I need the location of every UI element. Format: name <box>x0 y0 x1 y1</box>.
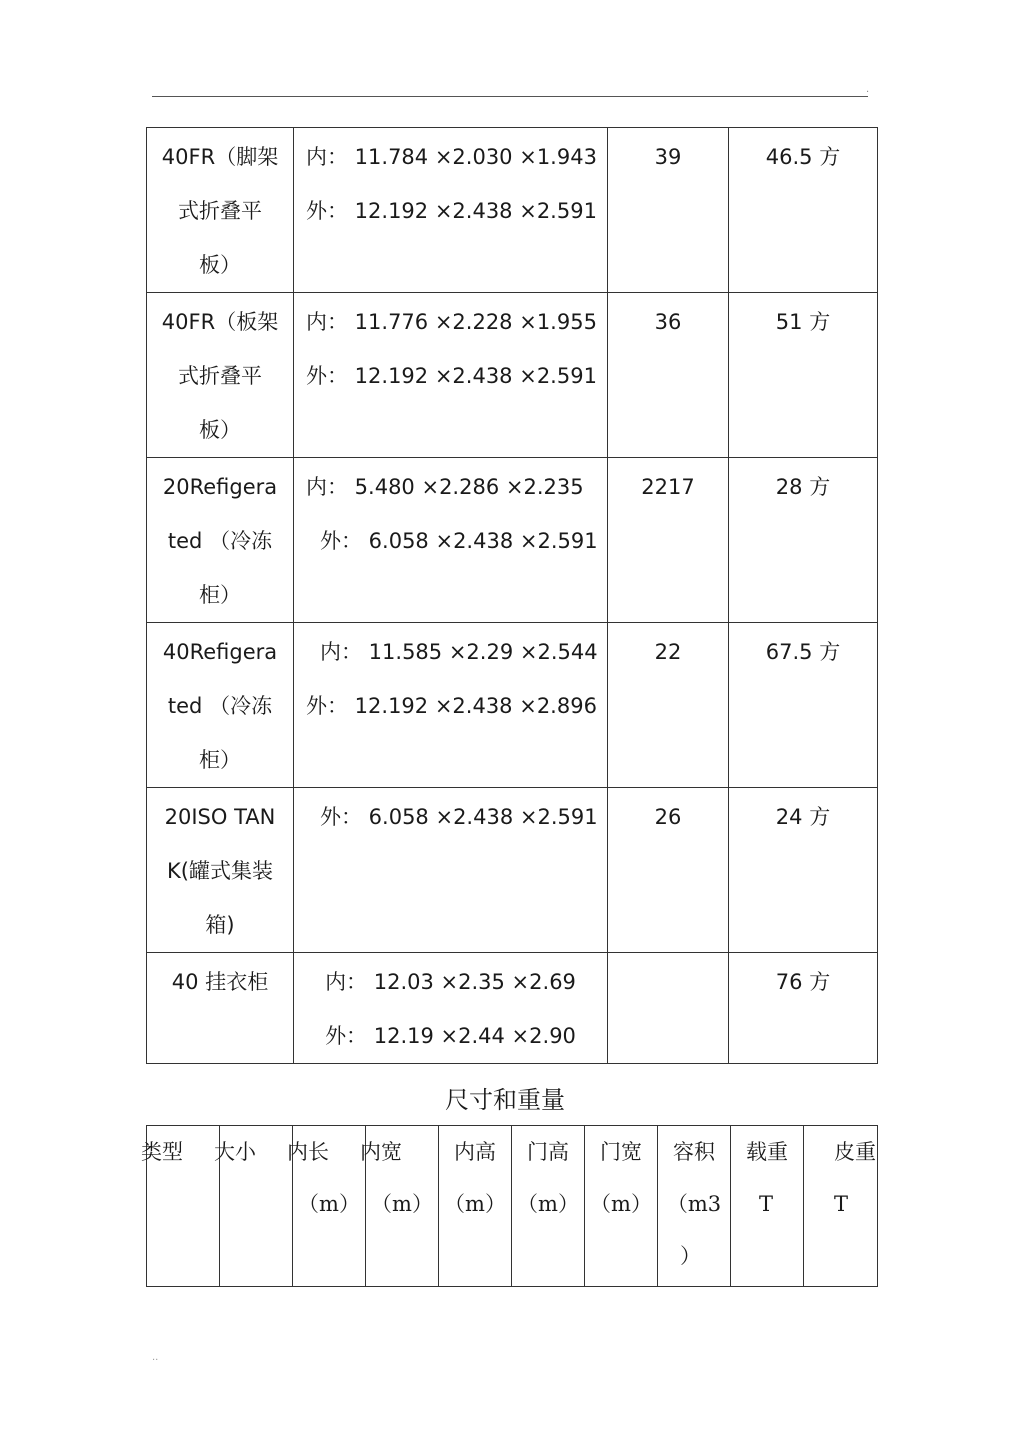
dimensions-cell <box>294 128 608 293</box>
header-inner-width <box>360 1126 439 1287</box>
header-payload <box>731 1126 804 1287</box>
dimensions-cell <box>294 623 608 788</box>
type-line: 40 挂衣柜 <box>171 970 269 994</box>
outer-dimensions: 外： 6.058 ×2.438 ×2.591 <box>320 805 598 829</box>
header-label: 内长 <box>287 1140 329 1164</box>
weight-value: 22 <box>654 640 682 664</box>
type-line: ted （冷冻 <box>167 694 273 718</box>
header-door-height <box>512 1126 585 1287</box>
table-row <box>147 788 878 953</box>
type-line: 式折叠平 <box>178 199 262 223</box>
header-unit: （m3 <box>666 1192 722 1216</box>
dimensions-cell <box>294 458 608 623</box>
weight-cell <box>608 788 729 953</box>
header-label: 类型 <box>141 1140 183 1164</box>
type-line: 柜） <box>199 748 241 772</box>
container-type-cell <box>147 953 294 1064</box>
type-line: 柜） <box>199 583 241 607</box>
weight-value: 26 <box>654 805 682 829</box>
outer-dimensions: 外： 12.192 ×2.438 ×2.591 <box>306 199 597 223</box>
table-row <box>147 458 878 623</box>
type-line: 40Refigera <box>162 640 278 664</box>
inner-dimensions: 内： 5.480 ×2.286 ×2.235 <box>306 475 584 499</box>
outer-dimensions: 外： 12.192 ×2.438 ×2.591 <box>306 364 597 388</box>
table-row <box>147 953 878 1064</box>
header-inner-height <box>439 1126 512 1287</box>
outer-dimensions: 外： 12.192 ×2.438 ×2.896 <box>306 694 597 718</box>
header-volume <box>658 1126 731 1287</box>
table-row <box>147 623 878 788</box>
header-type <box>141 1126 220 1287</box>
weight-value: 2217 <box>641 475 695 499</box>
dimensions-cell <box>294 293 608 458</box>
table-row <box>147 128 878 293</box>
header-unit: T <box>759 1192 774 1216</box>
weight-value: 36 <box>654 310 682 334</box>
type-line: 箱) <box>205 913 235 937</box>
capacity-cell <box>729 458 878 623</box>
outer-dimensions: 外： 12.19 ×2.44 ×2.90 <box>325 1024 576 1048</box>
header-unit: （m） <box>590 1192 652 1216</box>
capacity-value: 28 方 <box>775 475 831 499</box>
capacity-cell <box>729 788 878 953</box>
outer-dimensions: 外： 6.058 ×2.438 ×2.591 <box>320 529 598 553</box>
header-unit: ） <box>680 1244 701 1268</box>
header-label: 内宽 <box>360 1140 402 1164</box>
container-specs-table <box>146 127 878 1064</box>
capacity-value: 24 方 <box>775 805 831 829</box>
weight-cell <box>608 293 729 458</box>
dimensions-cell <box>294 953 608 1064</box>
weight-cell <box>608 623 729 788</box>
capacity-cell <box>729 953 878 1064</box>
dimensions-weight-table <box>141 1125 878 1287</box>
dimensions-cell <box>294 788 608 953</box>
corner-mark: . <box>866 84 870 95</box>
container-type-cell <box>147 458 294 623</box>
container-type-cell <box>147 623 294 788</box>
inner-dimensions: 内： 12.03 ×2.35 ×2.69 <box>325 970 576 994</box>
header-size <box>214 1126 293 1287</box>
type-line: 20ISO TAN <box>164 805 276 829</box>
header-unit: （m） <box>371 1192 433 1216</box>
section-title: 尺寸和重量 <box>445 1086 565 1114</box>
header-label: 载重 <box>746 1140 788 1164</box>
header-label: 皮重 <box>834 1140 876 1164</box>
inner-dimensions: 内： 11.776 ×2.228 ×1.955 <box>306 310 597 334</box>
table-header-row <box>147 1126 878 1287</box>
capacity-cell <box>729 293 878 458</box>
header-tare <box>804 1126 878 1287</box>
header-unit: （m） <box>517 1192 579 1216</box>
container-type-cell <box>147 788 294 953</box>
weight-value <box>608 953 728 955</box>
type-line: ted （冷冻 <box>167 529 273 553</box>
capacity-value: 76 方 <box>775 970 831 994</box>
header-label: 门宽 <box>600 1140 642 1164</box>
header-door-width <box>585 1126 658 1287</box>
header-inner-length <box>287 1126 366 1287</box>
container-type-cell <box>147 128 294 293</box>
header-label: 内高 <box>454 1140 496 1164</box>
type-line: 板） <box>199 253 241 277</box>
weight-cell <box>608 128 729 293</box>
header-rule <box>152 96 868 97</box>
weight-value: 39 <box>654 145 682 169</box>
footer-mark: .. <box>152 1352 159 1363</box>
type-line: 20Refigera <box>162 475 278 499</box>
header-label: 容积 <box>673 1140 715 1164</box>
capacity-value: 51 方 <box>775 310 831 334</box>
type-line: K(罐式集装 <box>167 859 273 883</box>
type-line: 40FR（板架 <box>161 310 279 334</box>
header-label: 大小 <box>214 1140 256 1164</box>
inner-dimensions: 内： 11.784 ×2.030 ×1.943 <box>306 145 597 169</box>
header-unit: T <box>834 1192 849 1216</box>
type-line: 式折叠平 <box>178 364 262 388</box>
capacity-value: 67.5 方 <box>765 640 841 664</box>
capacity-value: 46.5 方 <box>765 145 841 169</box>
inner-dimensions: 内： 11.585 ×2.29 ×2.544 <box>320 640 598 664</box>
table-row <box>147 293 878 458</box>
header-label: 门高 <box>527 1140 569 1164</box>
header-unit: （m） <box>444 1192 506 1216</box>
type-line: 板） <box>199 418 241 442</box>
capacity-cell <box>729 623 878 788</box>
weight-cell <box>608 458 729 623</box>
capacity-cell <box>729 128 878 293</box>
weight-cell <box>608 953 729 1064</box>
header-unit: （m） <box>298 1192 360 1216</box>
container-type-cell <box>147 293 294 458</box>
type-line: 40FR（脚架 <box>161 145 279 169</box>
